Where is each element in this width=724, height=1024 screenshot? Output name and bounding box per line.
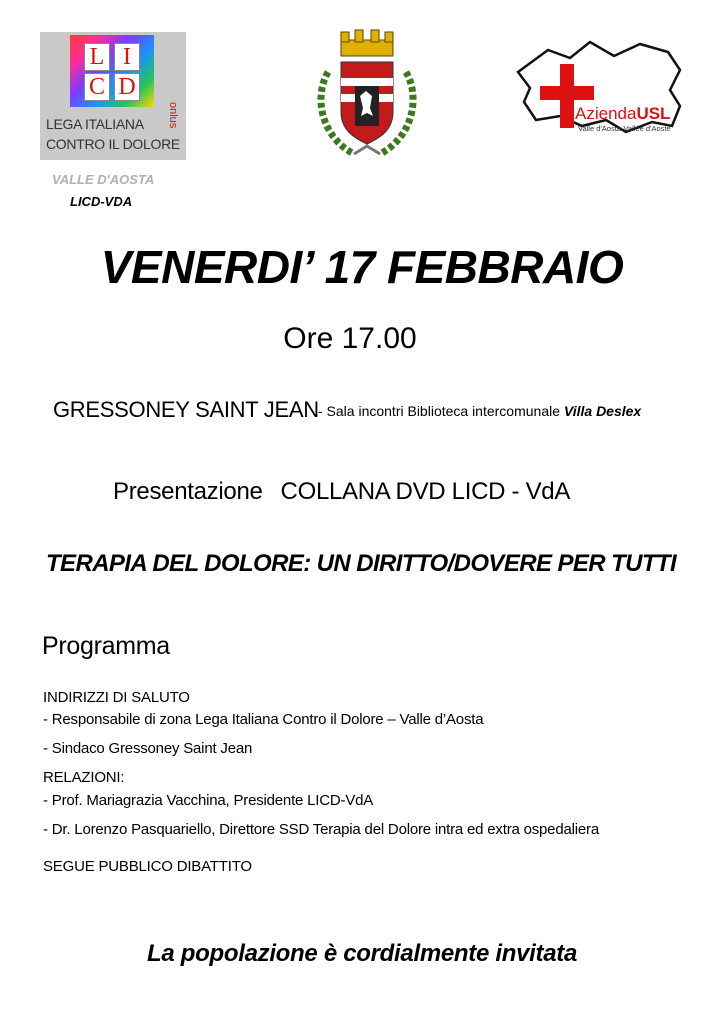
- event-date: VENERDI’ 17 FEBBRAIO: [100, 241, 624, 293]
- licd-logo-emblem: [70, 35, 154, 107]
- usl-name-bold: USL: [636, 104, 671, 123]
- licd-name-line1: LEGA ITALIANA: [46, 116, 144, 132]
- venue-name: Villa Deslex: [563, 403, 642, 419]
- licd-name-line2: CONTRO IL DOLORE: [46, 136, 180, 152]
- venue-city: GRESSONEY SAINT JEAN: [53, 397, 319, 422]
- usl-subtitle: Valle d'Aosta-Vallée d'Aoste: [578, 124, 671, 133]
- licd-letter-i: I: [114, 43, 140, 71]
- presentation-title: COLLANA DVD LICD - VdA: [280, 478, 571, 505]
- licd-letter-d: D: [114, 73, 140, 101]
- usl-name-regular: Azienda: [575, 104, 637, 123]
- licd-region: VALLE D'AOSTA: [52, 172, 155, 187]
- program-line: - Dr. Lorenzo Pasquariello, Direttore SSD Terapia del Dolore intra ed extra ospedaliera: [43, 821, 599, 838]
- invitation: La popolazione è cordialmente invitata: [146, 940, 578, 967]
- event-time: Ore 17.00: [283, 322, 417, 355]
- program-line: SEGUE PUBBLICO DIBATTITO: [43, 858, 252, 875]
- program-heading: Programma: [42, 632, 170, 660]
- presentation: [113, 478, 570, 506]
- coat-of-arms-icon: [314, 26, 420, 166]
- presentation-label: Presentazione: [113, 478, 263, 505]
- venue-detail-prefix: - Sala incontri Biblioteca intercomunale: [318, 403, 561, 419]
- program-line: - Responsabile di zona Lega Italiana Contro il Dolore – Valle d’Aosta: [43, 711, 484, 728]
- usl-name: [575, 104, 670, 124]
- program-line: RELAZIONI:: [43, 769, 125, 786]
- licd-onlus-text: onlus: [167, 102, 179, 129]
- licd-code: LICD-VDA: [70, 194, 133, 209]
- program-line: - Sindaco Gressoney Saint Jean: [43, 740, 253, 757]
- venue-detail: [318, 403, 641, 419]
- licd-letter-c: C: [84, 73, 110, 101]
- program-line: INDIRIZZI DI SALUTO: [43, 689, 190, 706]
- event-theme: TERAPIA DEL DOLORE: UN DIRITTO/DOVERE PER TUTTI: [46, 550, 677, 577]
- program-line: - Prof. Mariagrazia Vacchina, Presidente LICD-VdA: [43, 792, 374, 809]
- licd-letter-l: L: [84, 43, 110, 71]
